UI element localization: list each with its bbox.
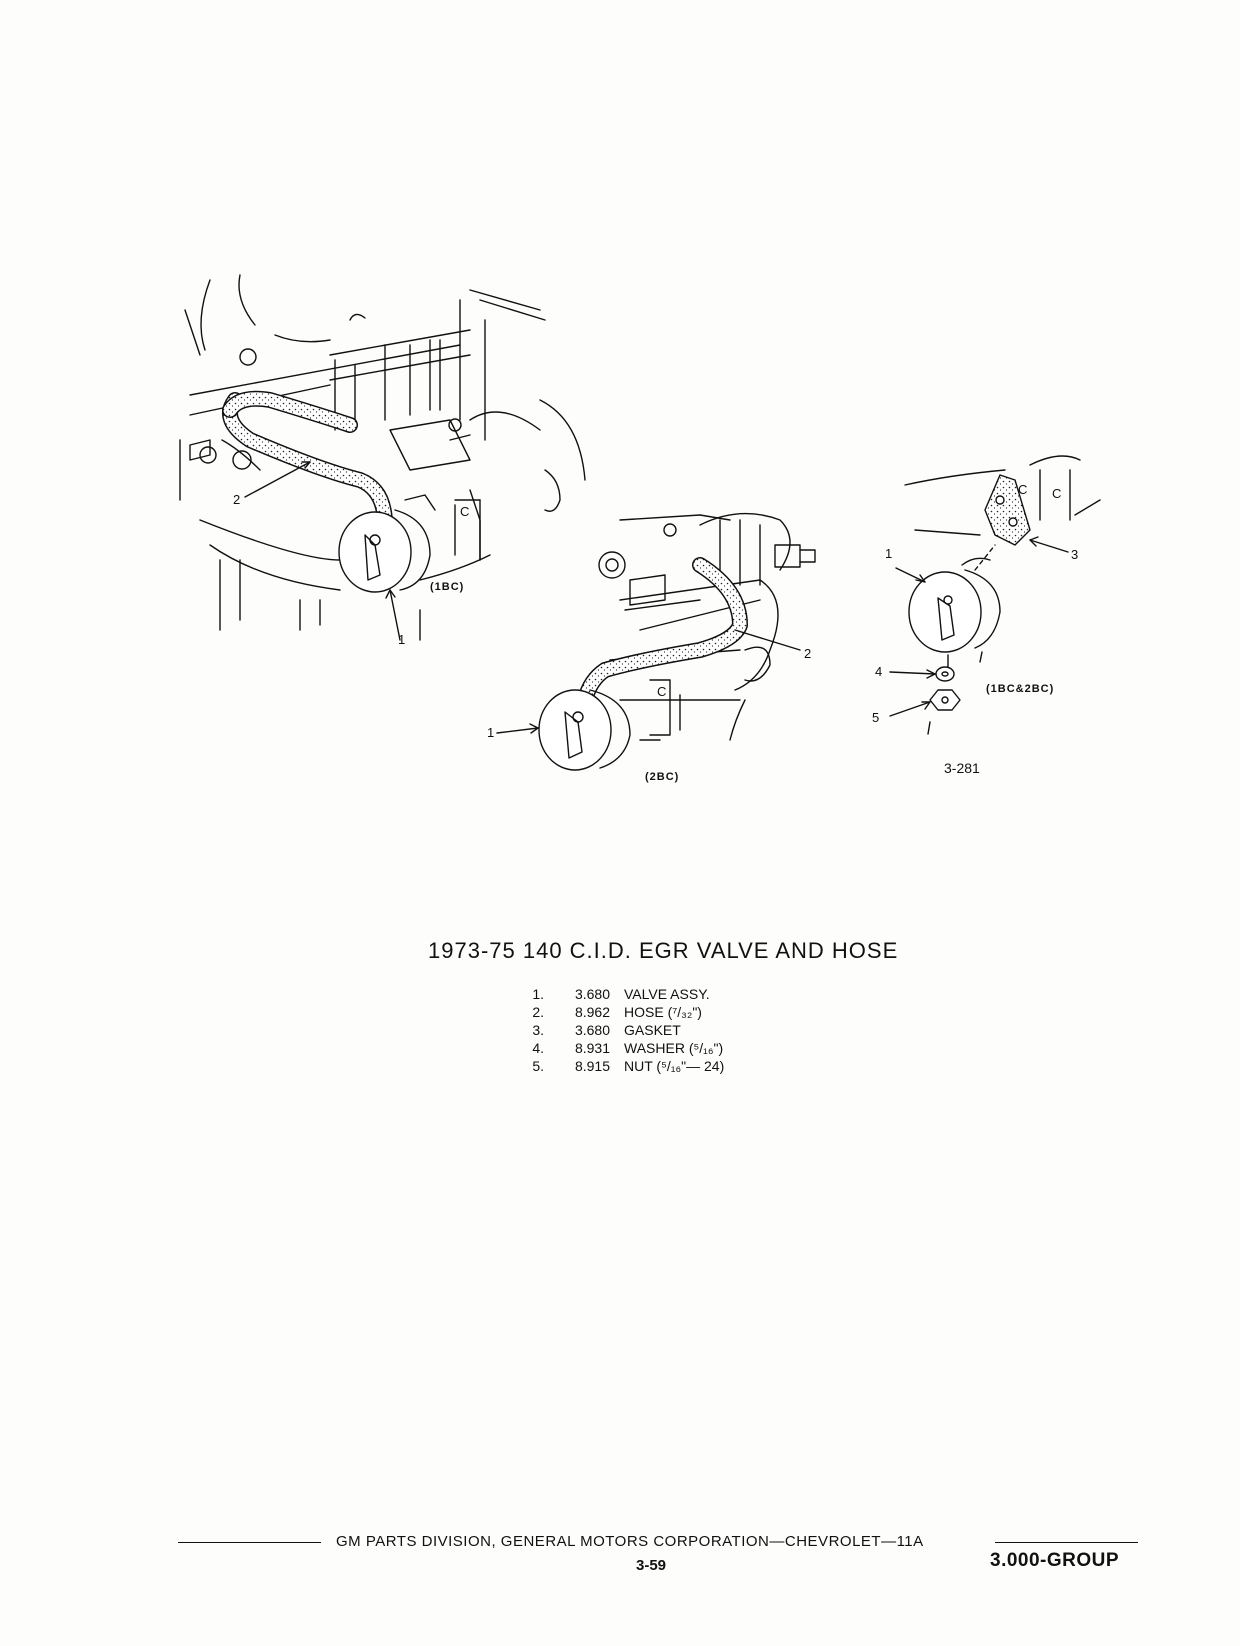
part-description: GASKET [624,1022,681,1038]
part-description: VALVE ASSY. [624,986,710,1002]
callout-right-3: 3 [1071,547,1079,562]
callout-left-c: C [460,504,470,519]
part-description: WASHER (⁵/₁₆") [624,1040,724,1056]
callout-right-1: 1 [885,546,893,561]
callout-right-5: 5 [872,710,880,725]
footer-rule-left [178,1542,321,1543]
callout-right-c1: C [1052,486,1062,501]
part-group-code: 3.680 [574,986,610,1002]
parts-list-row [520,1057,732,1075]
left-view-1bc [180,275,585,640]
callout-left-1: 1 [398,632,406,647]
page-number: 3-59 [636,1557,667,1574]
parts-list [520,985,732,1075]
callout-right-c2: C [1018,482,1028,497]
parts-list-row [520,1003,732,1021]
part-description: NUT (⁵/₁₆"— 24) [624,1058,725,1074]
callout-mid-2: 2 [804,646,812,661]
parts-list-row [520,1021,732,1039]
page-title: 1973-75 140 C.I.D. EGR VALVE AND HOSE [428,938,899,963]
part-number: 2. [532,1004,544,1020]
part-group-code: 3.680 [574,1022,610,1038]
footer-publisher: GM PARTS DIVISION, GENERAL MOTORS CORPORATION—CHEVROLET—11A [336,1533,924,1550]
part-number: 4. [532,1040,544,1056]
variant-label-1bc-2bc: (1BC&2BC) [986,683,1055,695]
parts-list-row [520,985,732,1003]
callout-mid-c: C [657,684,667,699]
group-label: 3.000-GROUP [990,1550,1120,1571]
callout-mid-1: 1 [487,725,495,740]
part-group-code: 8.962 [574,1004,610,1020]
part-number: 5. [532,1058,544,1074]
part-number: 1. [532,986,544,1002]
callout-left-2: 2 [233,492,241,507]
part-number: 3. [532,1022,544,1038]
footer-rule-right [995,1542,1138,1543]
part-description: HOSE (⁷/₃₂") [624,1004,702,1020]
variant-label-2bc: (2BC) [645,771,680,783]
part-group-code: 8.931 [574,1040,610,1056]
parts-list-row [520,1039,732,1057]
figure-number: 3-281 [944,760,980,776]
variant-label-1bc: (1BC) [430,581,465,593]
callout-right-4: 4 [875,664,883,679]
part-group-code: 8.915 [574,1058,610,1074]
